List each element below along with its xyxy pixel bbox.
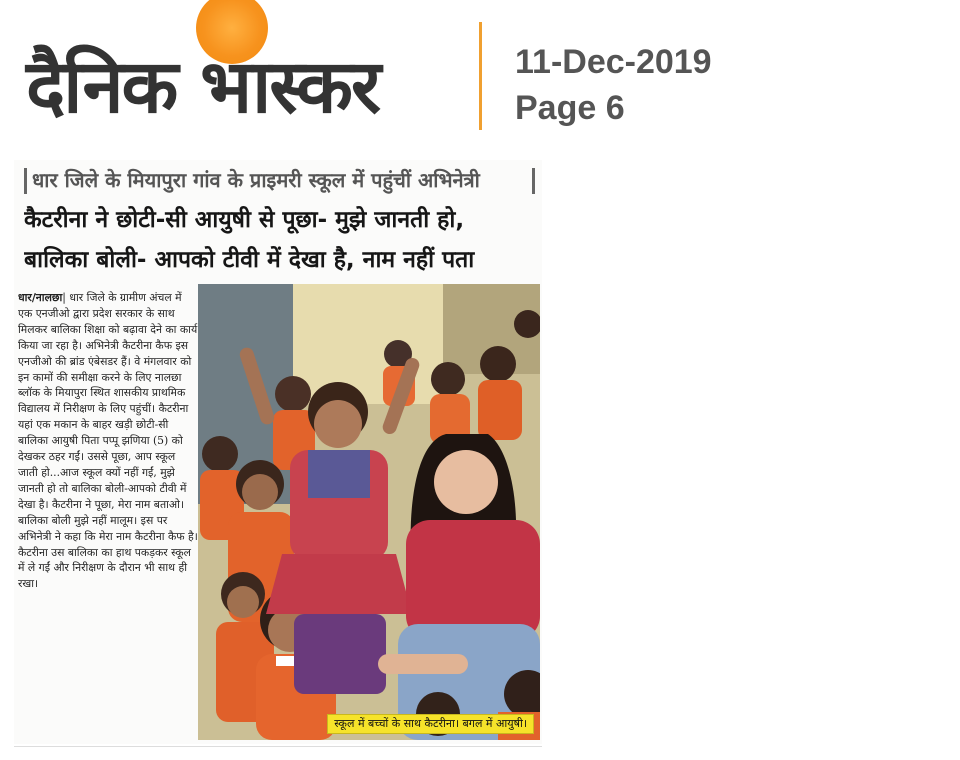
clipping-bottom-rule <box>14 746 542 747</box>
article-body <box>18 290 198 730</box>
edition-date: 11-Dec-2019 <box>515 43 712 81</box>
article-body-text: धार जिले के ग्रामीण अंचल में एक एनजीओ द्वारा प्रदेश सरकार के साथ मिलकर बालिका शिक्षा को बढ़ावा देने का कार्य किया जा रहा है। अभिनेत्री कैटरीना कैफ इस एनजीओ की ब्रांड एंबेसडर हैं। वे मंगलवार को इन कामों की समीक्षा करने के लिए नालछा ब्लॉक के मियापुरा स्थित शासकीय प्राथमिक विद्यालय में निरीक्षण के लिए पहुंचीं। कैटरीना यहां एक मकान के बाहर खड़ी छोटी-सी बालिका आयुषी पिता पप्पू झणिया (5) को देखकर ठहर गईं। उससे पूछा, आप स्कूल जाती हो...आज स्कूल क्यों नहीं गईं, मुझे जानती हो तो बालिका बोली-आपको टीवी में देखा है। कैटरीना ने पूछा, मेरा नाम बताओ। बालिका बोली मुझे नहीं मालूम। इस पर अभिनेत्री ने कहा कि मेरा नाम कैटरीना कैफ है। कैटरीना उस बालिका का हाथ पकड़कर स्कूल में ले गईं और निरीक्षण के दौरान भी साथ ही रखा। <box>18 291 198 591</box>
headline-line-2: बालिका बोली- आपको टीवी में देखा है, नाम नहीं पता <box>24 247 475 273</box>
photo-illustration <box>198 284 540 740</box>
dateline-separator: | <box>62 291 70 304</box>
headline-line-1: कैटरीना ने छोटी-सी आयुषी से पूछा- मुझे जानती हो, <box>24 207 465 233</box>
masthead-divider <box>479 22 482 130</box>
edition-page: Page 6 <box>515 89 625 127</box>
kicker-bar-left <box>24 168 27 194</box>
article-photo <box>198 284 540 740</box>
photo-caption: स्कूल में बच्चों के साथ कैटरीना। बगल में आयुषी। <box>327 714 534 734</box>
news-clipping <box>14 160 542 744</box>
article-kicker: धार जिले के मियापुरा गांव के प्राइमरी स्कूल में पहुंचीं अभिनेत्री <box>32 168 480 192</box>
newspaper-logo: दैनिक भास्कर <box>26 44 380 130</box>
article-dateline: धार/नालछा <box>18 291 63 304</box>
kicker-bar-right <box>532 168 535 194</box>
photo-wall-light <box>293 284 443 404</box>
